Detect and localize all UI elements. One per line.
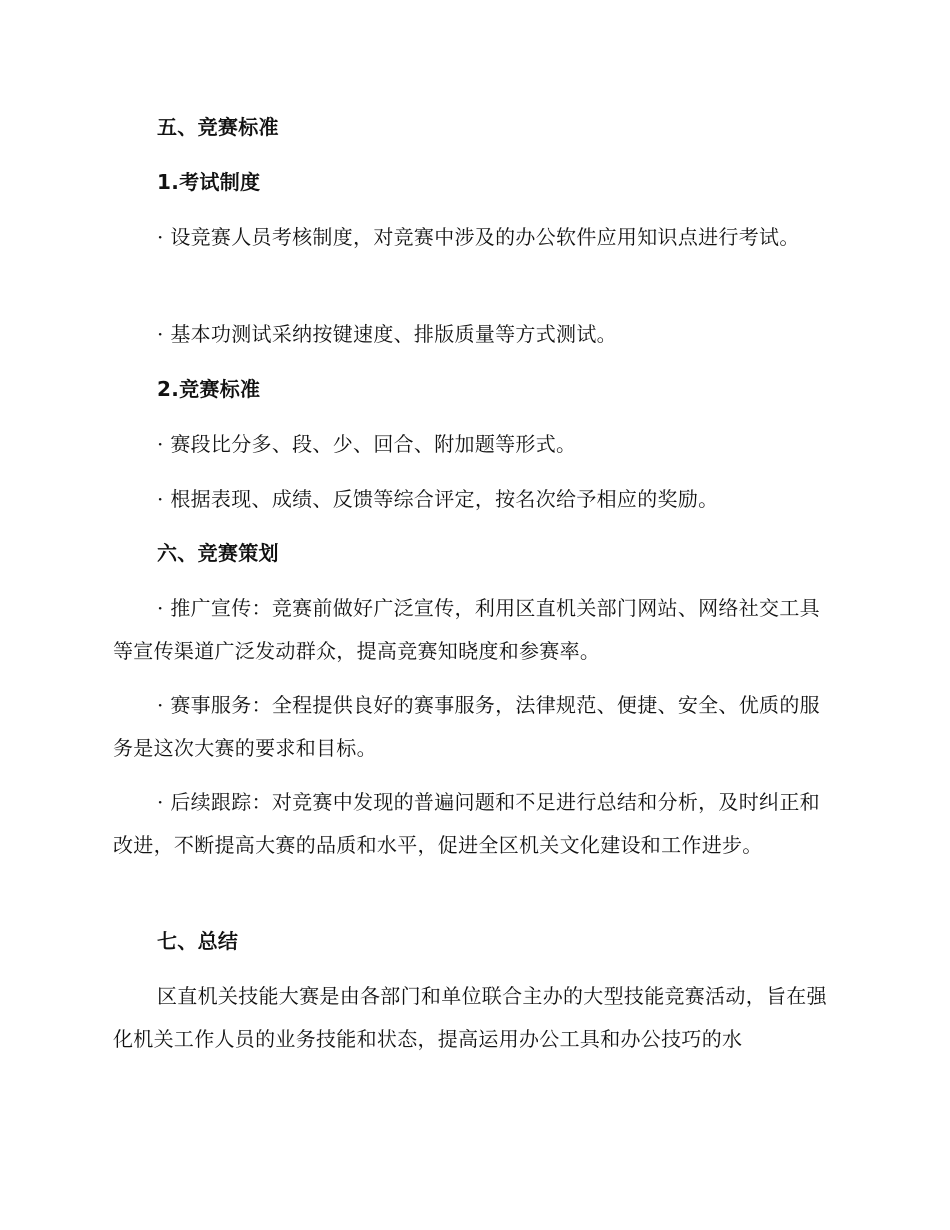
- paragraph-summary: 区直机关技能大赛是由各部门和单位联合主办的大型技能竞赛活动，旨在强化机关工作人员的业务技能和状态，提高运用办公工具和办公技巧的水: [113, 984, 827, 1051]
- section-heading-7: 七、总结: [157, 929, 239, 953]
- paragraph-scoring-forms: · 赛段比分多、段、少、回合、附加题等形式。: [157, 432, 577, 456]
- paragraph-promotion: · 推广宣传：竞赛前做好广泛宣传，利用区直机关部门网站、网络社交工具等宣传渠道广泛发动群众，提高竞赛知晓度和参赛率。: [113, 596, 820, 663]
- paragraph-exam-assessment: · 设竞赛人员考核制度，对竞赛中涉及的办公软件应用知识点进行考试。: [157, 225, 800, 249]
- section-heading-5: 五、竞赛标准: [157, 115, 279, 139]
- paragraph-service: · 赛事服务：全程提供良好的赛事服务，法律规范、便捷、安全、优质的服务是这次大赛的要求和目标。: [113, 693, 820, 760]
- paragraph-follow-up: · 后续跟踪：对竞赛中发现的普遍问题和不足进行总结和分析，及时纠正和改进，不断提高大赛的品质和水平，促进全区机关文化建设和工作进步。: [113, 790, 820, 857]
- paragraph-basic-test: · 基本功测试采纳按键速度、排版质量等方式测试。: [157, 322, 617, 346]
- section-heading-6: 六、竞赛策划: [157, 541, 279, 565]
- subheading-exam-system: 1.考试制度: [157, 170, 261, 194]
- paragraph-awards: · 根据表现、成绩、反馈等综合评定，按名次给予相应的奖励。: [157, 487, 719, 511]
- subheading-competition-standard: 2.竞赛标准: [157, 377, 261, 401]
